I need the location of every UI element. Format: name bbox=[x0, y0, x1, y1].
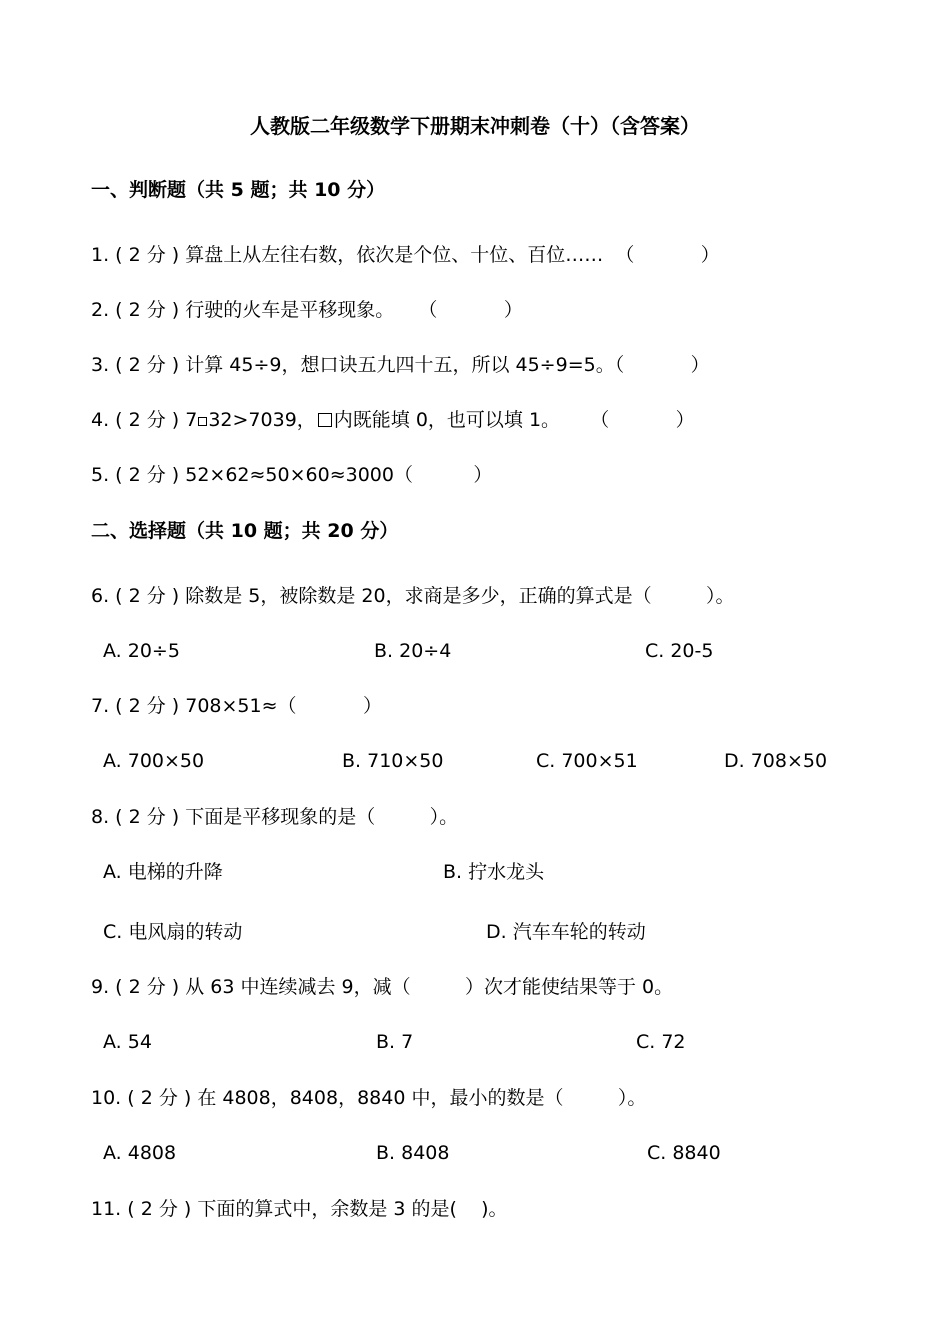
q8-option-d: D. 汽车车轮的转动 bbox=[486, 921, 646, 943]
q8-option-c: C. 电风扇的转动 bbox=[103, 921, 243, 943]
page-title: 人教版二年级数学下册期末冲刺卷（十）（含答案） bbox=[250, 114, 700, 138]
question-4-start: 4. ( 2 分 ) 7 bbox=[91, 409, 198, 431]
question-11: 11. ( 2 分 ) 下面的算式中，余数是 3 的是( )。 bbox=[91, 1198, 508, 1220]
question-5: 5. ( 2 分 ) 52×62≈50×60≈3000（ ） bbox=[91, 464, 493, 486]
question-4-end: 内既能填 0，也可以填 1。 （ ） bbox=[333, 409, 695, 431]
question-4 bbox=[91, 407, 695, 433]
q7-option-a: A. 700×50 bbox=[103, 750, 205, 772]
question-3: 3. ( 2 分 ) 计算 45÷9，想口诀五九四十五，所以 45÷9=5。（ ） bbox=[91, 354, 710, 376]
q9-option-c: C. 72 bbox=[636, 1031, 686, 1053]
q10-option-b: B. 8408 bbox=[376, 1142, 450, 1164]
question-6: 6. ( 2 分 ) 除数是 5，被除数是 20，求商是多少，正确的算式是（ ）。 bbox=[91, 585, 735, 607]
q9-option-a: A. 54 bbox=[103, 1031, 152, 1053]
section-heading-judgement: 一、判断题（共 5 题；共 10 分） bbox=[91, 179, 386, 201]
q6-option-b: B. 20÷4 bbox=[374, 640, 452, 662]
q9-option-b: B. 7 bbox=[376, 1031, 414, 1053]
q8-option-a: A. 电梯的升降 bbox=[103, 861, 223, 883]
question-10: 10. ( 2 分 ) 在 4808，8408，8840 中，最小的数是（ ）。 bbox=[91, 1087, 647, 1109]
section-heading-choice: 二、选择题（共 10 题；共 20 分） bbox=[91, 520, 399, 542]
q6-option-c: C. 20-5 bbox=[645, 640, 714, 662]
q6-option-a: A. 20÷5 bbox=[103, 640, 180, 662]
question-2: 2. ( 2 分 ) 行驶的火车是平移现象。 （ ） bbox=[91, 299, 523, 321]
blank-box bbox=[318, 413, 332, 427]
q7-option-d: D. 708×50 bbox=[724, 750, 828, 772]
question-7: 7. ( 2 分 ) 708×51≈（ ） bbox=[91, 695, 382, 717]
q8-option-b: B. 拧水龙头 bbox=[443, 861, 545, 883]
q7-option-c: C. 700×51 bbox=[536, 750, 638, 772]
q10-option-a: A. 4808 bbox=[103, 1142, 177, 1164]
q7-option-b: B. 710×50 bbox=[342, 750, 444, 772]
q10-option-c: C. 8840 bbox=[647, 1142, 721, 1164]
question-1: 1. ( 2 分 ) 算盘上从左往右数，依次是个位、十位、百位…… （ ） bbox=[91, 244, 720, 266]
question-4-middle: 32>7039， bbox=[208, 409, 316, 431]
question-9: 9. ( 2 分 ) 从 63 中连续减去 9，减（ ）次才能使结果等于 0。 bbox=[91, 976, 674, 998]
small-blank-box bbox=[198, 417, 207, 426]
question-8: 8. ( 2 分 ) 下面是平移现象的是（ ）。 bbox=[91, 806, 459, 828]
